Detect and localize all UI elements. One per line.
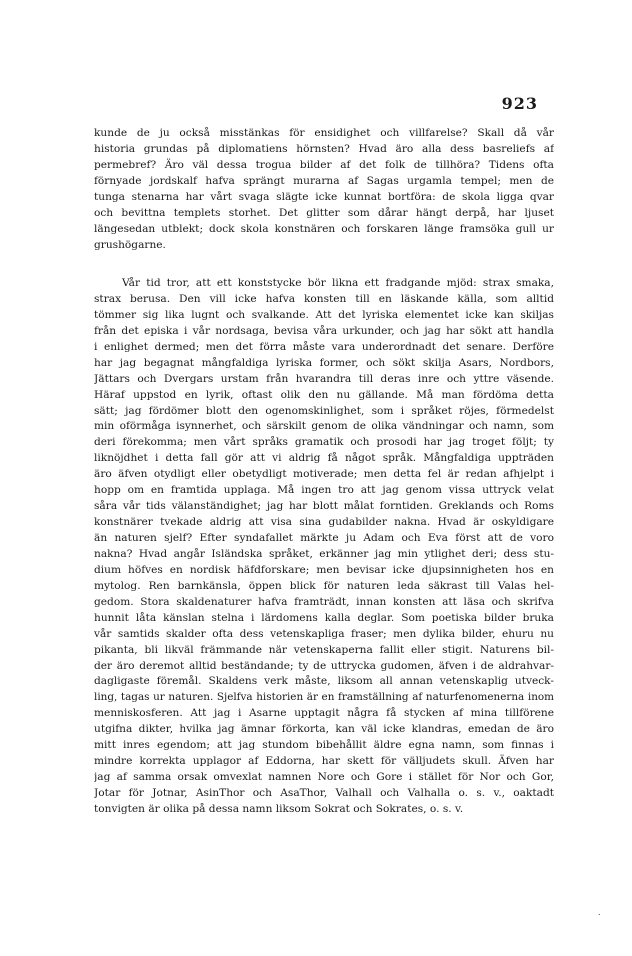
text-line: utgifna dikter, hvilka jag ämnar förkorta, kan väl icke klandras, emedan de äro	[94, 723, 554, 736]
text-line: och bevittna templets storhet. Det glitter som dårar hängt derpå, har ljuset	[94, 206, 554, 219]
paragraph-1	[94, 126, 554, 254]
text-line: permebref? Äro väl dessa trogua bilder af det folk de tillhöra? Tidens ofta	[94, 158, 554, 171]
text-line: såra vår tids välanständighet; jag har blott målat forntiden. Greklands och Roms	[94, 500, 554, 513]
text-line: förnyade jordskalf hafva sprängt murarna af Sagas urgamla tempel; men de	[94, 174, 554, 187]
text-line: tunga stenarna har vårt svaga slägte icke kunnat bortföra: de skola ligga qvar	[94, 190, 554, 203]
text-line: pikanta, bli likväl främmande när vetenskaperna fallit eller stigit. Naturens bil-	[94, 643, 554, 656]
text-line: från det episka i vår nordsaga, bevisa våra urkunder, och jag har sökt att handla	[94, 324, 554, 337]
text-line: Vår tid tror, att ett konststycke bör likna ett fradgande mjöd: strax smaka,	[122, 277, 554, 289]
text-line: strax berusa. Den vill icke hafva konsten till en läskande källa, som alltid	[94, 292, 554, 305]
text-line: min oförmåga isynnerhet, och särskilt genom de olika vändningar och namn, som	[94, 420, 554, 433]
text-line: hopp om en framtida upplaga. Må ingen tro att jag genom vissa uttryck velat	[94, 484, 554, 497]
text-line: mindre korrekta upplagor af Eddorna, har skett för välljudets skull. Äfven har	[94, 755, 554, 768]
text-line: jag af samma orsak omvexlat namnen Nore och Gore i stället för Nor och Gor,	[94, 771, 554, 784]
text-line: sätt; jag fördömer blott den ogenomskinlighet, som i språket röjes, förmedelst	[94, 404, 554, 417]
text-line: Jättars och Dvergars urstam från hvarandra till deras inre och yttre väsende.	[94, 372, 554, 385]
text-line: dium höfves en nordisk häfdforskare; men bevisar icke djupsinnigheten hos en	[94, 563, 554, 576]
text-line: vår samtids skalder ofta dess vetenskapliga fraser; men dylika bilder, ehuru nu	[94, 627, 554, 640]
text-line: hunnit låta känslan stelna i lärdomens kalla deglar. Som poetiska bilder bruka	[94, 611, 554, 624]
text-line: konstnärer tvekade aldrig att visa sina gudabilder nakna. Hvad är oskyldigare	[94, 516, 554, 529]
text-line: nakna? Hvad angår Isländska språket, erkänner jag min ytlighet deri; dess stu-	[94, 547, 554, 560]
text-line: äro äfven otydligt eller obetydligt motiverade; men detta fel är redan afhjelpt i	[94, 468, 554, 481]
text-line: grushögarne.	[94, 238, 166, 251]
page-number: 923	[501, 94, 538, 113]
text-line: gedom. Stora skaldenaturer hafva framträdt, innan konsten att läsa och skrifva	[94, 595, 554, 608]
text-line: tömmer sig lika lugnt och svalkande. Att det lyriska elementet icke kan skiljas	[94, 308, 554, 321]
text-line: än naturen sjelf? Efter syndafallet märkte ju Adam och Eva först att de voro	[94, 532, 554, 544]
text-line: menniskosferen. Att jag i Asarne upptagit några få stycken af mina tillförene	[94, 707, 554, 720]
margin-mark: .	[598, 908, 601, 917]
text-line: Jotar för Jotnar, AsinThor och AsaThor, Valhall och Valhalla o. s. v., oaktadt	[94, 787, 554, 799]
text-line: der äro deremot alltid beständande; ty de uttrycka gudomen, äfven i de aldrahvar-	[94, 659, 554, 672]
text-line: Häraf uppstod en lyrik, oftast olik den nu gällande. Må man fördöma detta	[94, 388, 554, 401]
text-line: mytolog. Ren barnkänsla, öppen blick för naturen leda säkrast till Valas hel-	[94, 579, 554, 592]
text-line: deri förekomma; men vårt språks gramatik och prosodi har jag troget följt; ty	[94, 436, 554, 449]
text-line: ling, tagas ur naturen. Sjelfva historien är en framställning af naturfenomenerna inom	[94, 691, 554, 704]
text-line: längesedan utblekt; dock skola konstnären och forskaren länge framsöka gull ur	[94, 222, 554, 235]
paragraph-2	[94, 276, 554, 818]
text-line: har jag begagnat mångfaldiga lyriska former, och sökt skilja Asars, Nordbors,	[94, 356, 554, 369]
text-line: tonvigten är olika på dessa namn liksom Sokrat och Sokrates, o. s. v.	[94, 802, 464, 815]
text-line: mitt inres egendom; att jag stundom bibehållit äldre egna namn, som finnas i	[94, 739, 554, 752]
text-line: dagligaste föremål. Skaldens verk måste, liksom all annan vetenskaplig utveck-	[94, 675, 554, 688]
text-line: i enlighet dermed; men det förra måste vara underordnadt det senare. Derföre	[94, 340, 554, 353]
text-line: liknöjdhet i detta fall gör att vi aldrig få något språk. Mångfaldiga uppträden	[94, 452, 554, 465]
text-line: kunde de ju också misstänkas för ensidighet och villfarelse? Skall då vår	[94, 127, 554, 139]
text-line: historia grundas på diplomatiens hörnsten? Hvad äro alla dess basreliefs af	[94, 142, 554, 155]
